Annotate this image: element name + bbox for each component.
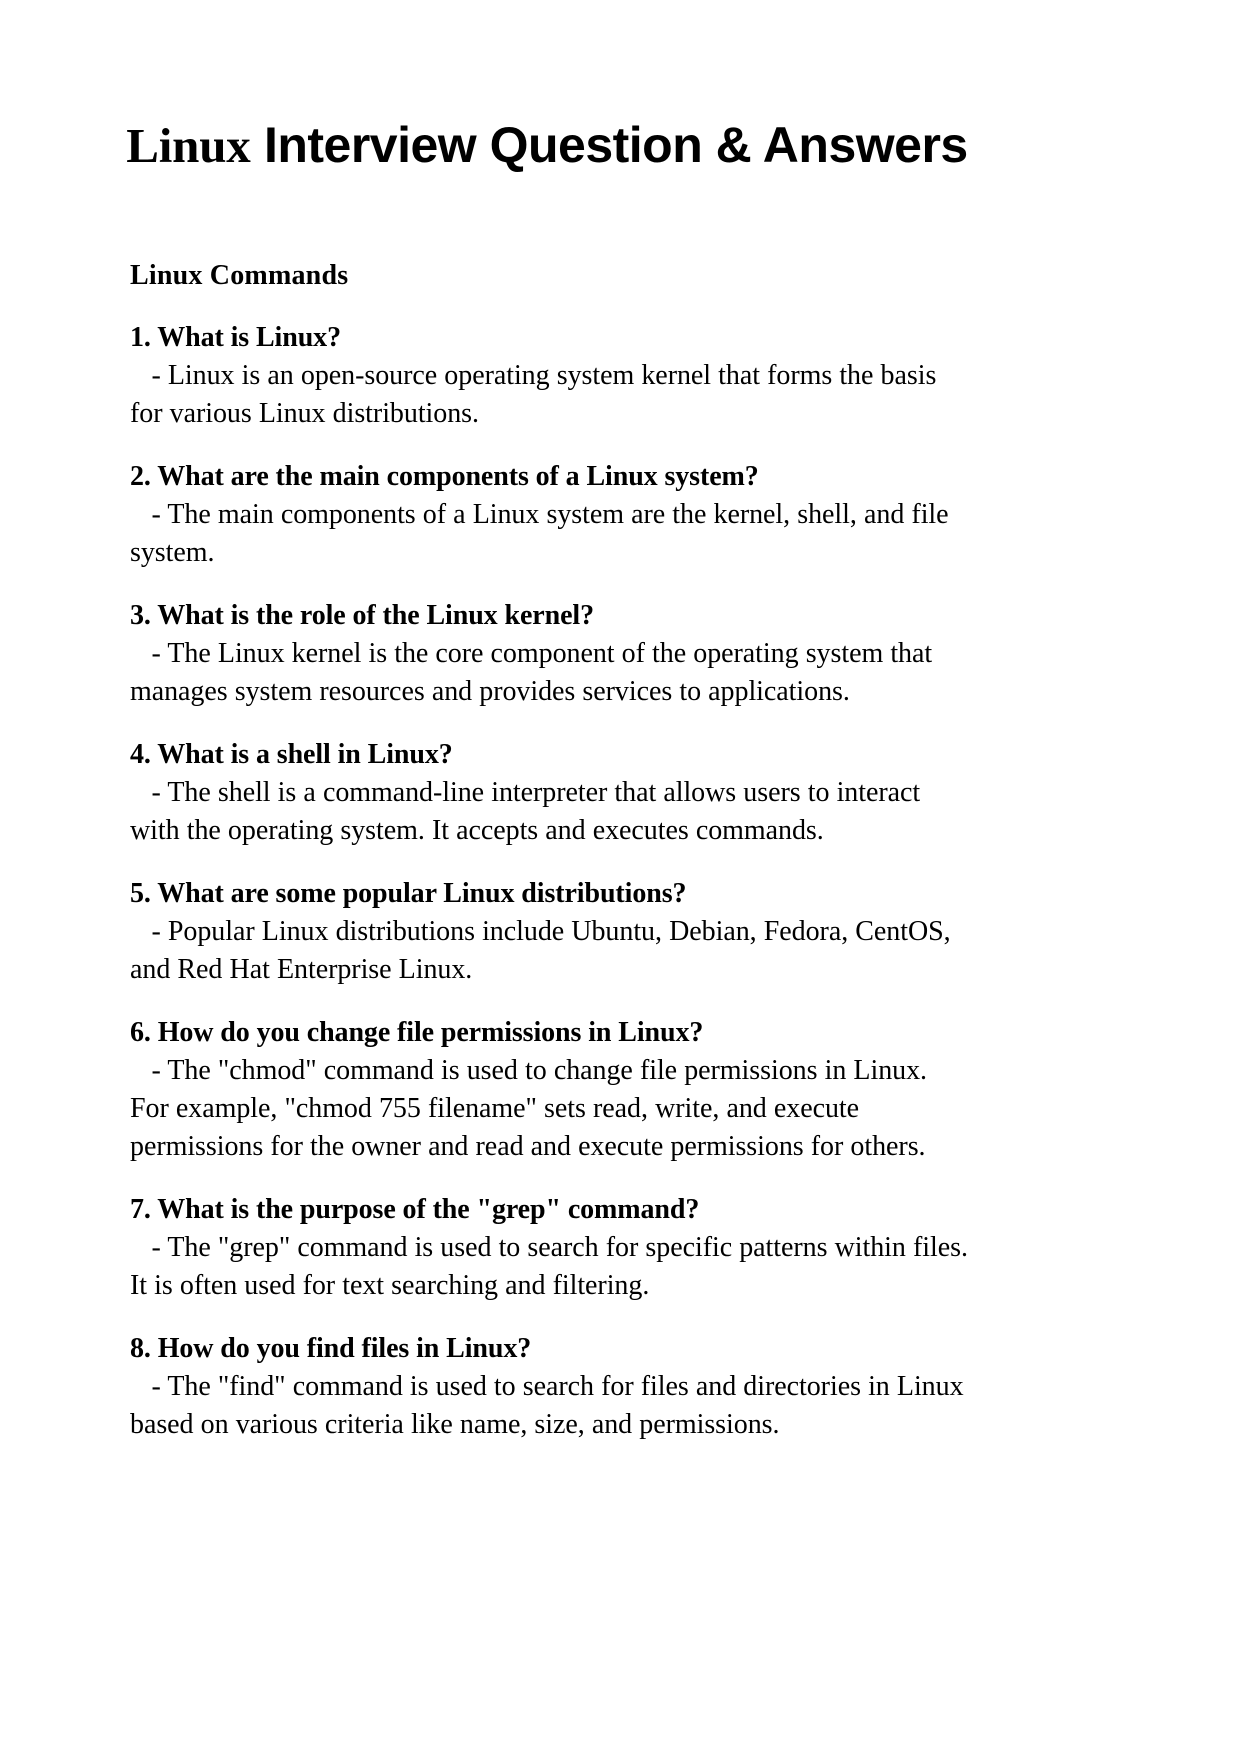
- qa-item: [130, 319, 970, 433]
- qa-question: 3. What is the role of the Linux kernel?: [130, 600, 594, 631]
- qa-question: 2. What are the main components of a Linux system?: [130, 461, 759, 492]
- qa-item: [130, 1330, 970, 1444]
- page-title-serif-part: Linux: [126, 118, 251, 173]
- qa-item: [130, 1014, 970, 1166]
- qa-item: [130, 875, 970, 989]
- qa-question: 6. How do you change file permissions in Linux?: [130, 1017, 704, 1048]
- qa-answer: - Popular Linux distributions include Ubuntu, Debian, Fedora, CentOS, and Red Hat Enterprise Linux.: [130, 916, 958, 985]
- qa-item: [130, 736, 970, 850]
- document-content: [126, 117, 976, 1444]
- page-title-sans-part: Interview Question & Answers: [250, 117, 968, 173]
- qa-answer: - The "grep" command is used to search for specific patterns within files. It is often used for text searching and filtering.: [130, 1232, 976, 1301]
- qa-answer: - The "find" command is used to search for files and directories in Linux based on various criteria like name, size, and permissions.: [130, 1371, 971, 1440]
- qa-question: 4. What is a shell in Linux?: [130, 739, 453, 770]
- qa-answer: - The Linux kernel is the core component of the operating system that manages system resources and provides services to applications.: [130, 638, 940, 707]
- page-title: [124, 117, 970, 173]
- qa-answer: - The main components of a Linux system are the kernel, shell, and file system.: [130, 499, 956, 568]
- qa-item: [130, 597, 970, 711]
- qa-answer: - The "chmod" command is used to change file permissions in Linux. For example, "chmod 755 filename" sets read, write, and execute permissions for the owner and read and execute permissions for others.: [130, 1055, 935, 1162]
- qa-list: [130, 319, 976, 1444]
- qa-question: 1. What is Linux?: [130, 322, 341, 353]
- qa-question: 7. What is the purpose of the "grep" command?: [130, 1194, 700, 1225]
- qa-answer: - The shell is a command-line interpreter that allows users to interact with the operating system. It accepts and executes commands.: [130, 777, 928, 846]
- qa-question: 5. What are some popular Linux distributions?: [130, 878, 687, 909]
- qa-item: [130, 1191, 976, 1305]
- section-heading-linux-commands: Linux Commands: [130, 260, 349, 291]
- qa-item: [130, 458, 970, 572]
- qa-answer: - Linux is an open-source operating system kernel that forms the basis for various Linux distributions.: [130, 360, 944, 429]
- qa-question: 8. How do you find files in Linux?: [130, 1333, 532, 1364]
